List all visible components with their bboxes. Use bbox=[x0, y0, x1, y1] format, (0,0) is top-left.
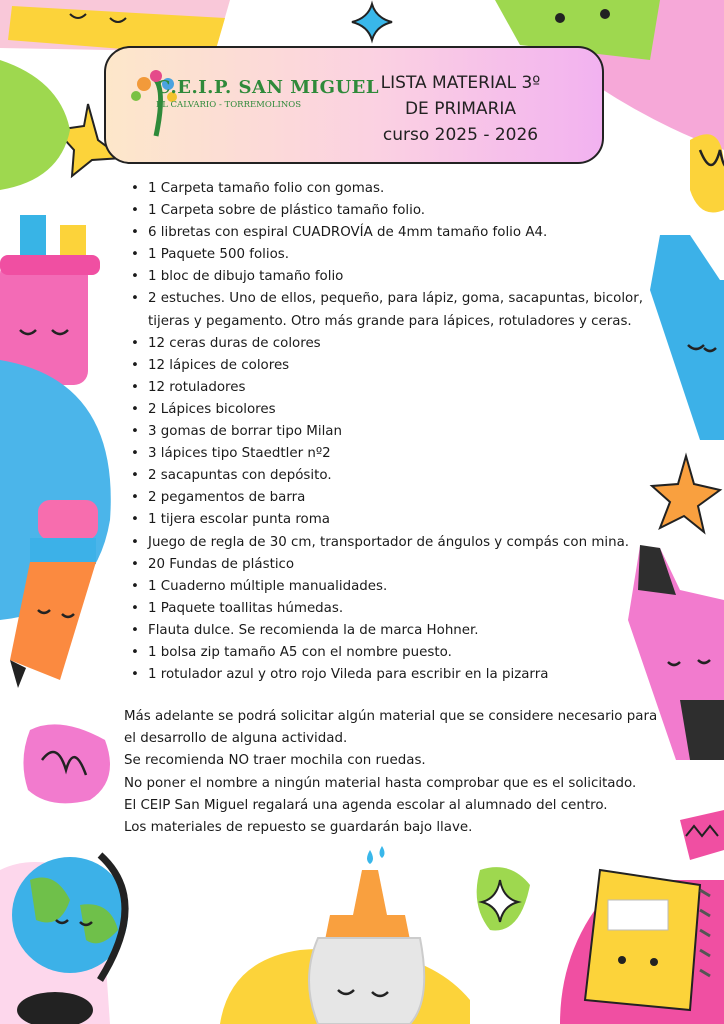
list-item: • 12 ceras duras de colores bbox=[148, 333, 668, 355]
list-item: • Flauta dulce. Se recomienda la de marca Hohner. bbox=[148, 620, 668, 642]
glue-bottle-icon bbox=[220, 846, 470, 1024]
note-text: No poner el nombre a ningún material hasta comprobar que es el solicitado. bbox=[124, 775, 637, 791]
school-name: C.E.I.P. SAN MIGUEL bbox=[156, 77, 380, 98]
school-location: EL CALVARIO - TORREMOLINOS bbox=[156, 100, 302, 110]
list-item: • 2 Lápices bicolores bbox=[148, 399, 668, 421]
notes-section bbox=[124, 706, 664, 839]
list-item: • 1 bolsa zip tamaño A5 con el nombre puesto. bbox=[148, 642, 668, 664]
list-item: • 20 Fundas de plástico bbox=[148, 554, 668, 576]
list-item: • 3 gomas de borrar tipo Milan bbox=[148, 421, 668, 443]
list-item: • 1 Carpeta tamaño folio con gomas. bbox=[148, 178, 668, 200]
list-item: • 1 Cuaderno múltiple manualidades. bbox=[148, 576, 668, 598]
scribble-icon bbox=[690, 134, 724, 212]
list-item: • 1 bloc de dibujo tamaño folio bbox=[148, 266, 668, 288]
list-item: • 6 libretas con espiral CUADROVÍA de 4mm tamaño folio A4. bbox=[148, 222, 668, 244]
note-text: Se recomienda NO traer mochila con ruedas. bbox=[124, 753, 426, 769]
note-text: Los materiales de repuesto se guardarán bajo llave. bbox=[124, 820, 473, 836]
list-item: • 2 sacapuntas con depósito. bbox=[148, 465, 668, 487]
globe-icon bbox=[0, 855, 128, 1024]
list-item: • 3 lápices tipo Staedtler nº2 bbox=[148, 443, 668, 465]
sparkle-icon bbox=[352, 4, 392, 40]
list-item: • Juego de regla de 30 cm, transportador de ángulos y compás con mina. bbox=[148, 532, 668, 554]
title-line-1: LISTA MATERIAL 3º bbox=[380, 73, 541, 93]
list-item: • 1 Paquete toallitas húmedas. bbox=[148, 598, 668, 620]
list-item: • 2 pegamentos de barra bbox=[148, 487, 668, 509]
note-text: Más adelante se podrá solicitar algún material que se considere necesario para el desarrollo de alguna actividad. bbox=[124, 709, 658, 747]
list-item: • 12 rotuladores bbox=[148, 377, 668, 399]
title-line-3: curso 2025 - 2026 bbox=[382, 125, 539, 145]
header-banner bbox=[104, 46, 604, 164]
list-item: • 12 lápices de colores bbox=[148, 355, 668, 377]
notebook-icon bbox=[560, 870, 724, 1024]
list-item: • 2 estuches. Uno de ellos, pequeño, para lápiz, goma, sacapuntas, bicolor, tijeras y pegamento. Otro más grande para lápices, rotuladores y ceras. bbox=[148, 288, 668, 332]
list-item: • 1 tijera escolar punta roma bbox=[148, 509, 668, 531]
list-item: • 1 Carpeta sobre de plástico tamaño folio. bbox=[148, 200, 668, 222]
note-text: El CEIP San Miguel regalará una agenda escolar al alumnado del centro. bbox=[124, 797, 608, 813]
crayon-cup-icon bbox=[0, 215, 100, 385]
list-item: • 1 rotulador azul y otro rojo Vileda para escribir en la pizarra bbox=[148, 664, 668, 686]
title-line-2: DE PRIMARIA bbox=[404, 99, 517, 119]
page-title bbox=[338, 70, 583, 148]
list-item: • 1 Paquete 500 folios. bbox=[148, 244, 668, 266]
material-list bbox=[148, 178, 668, 686]
